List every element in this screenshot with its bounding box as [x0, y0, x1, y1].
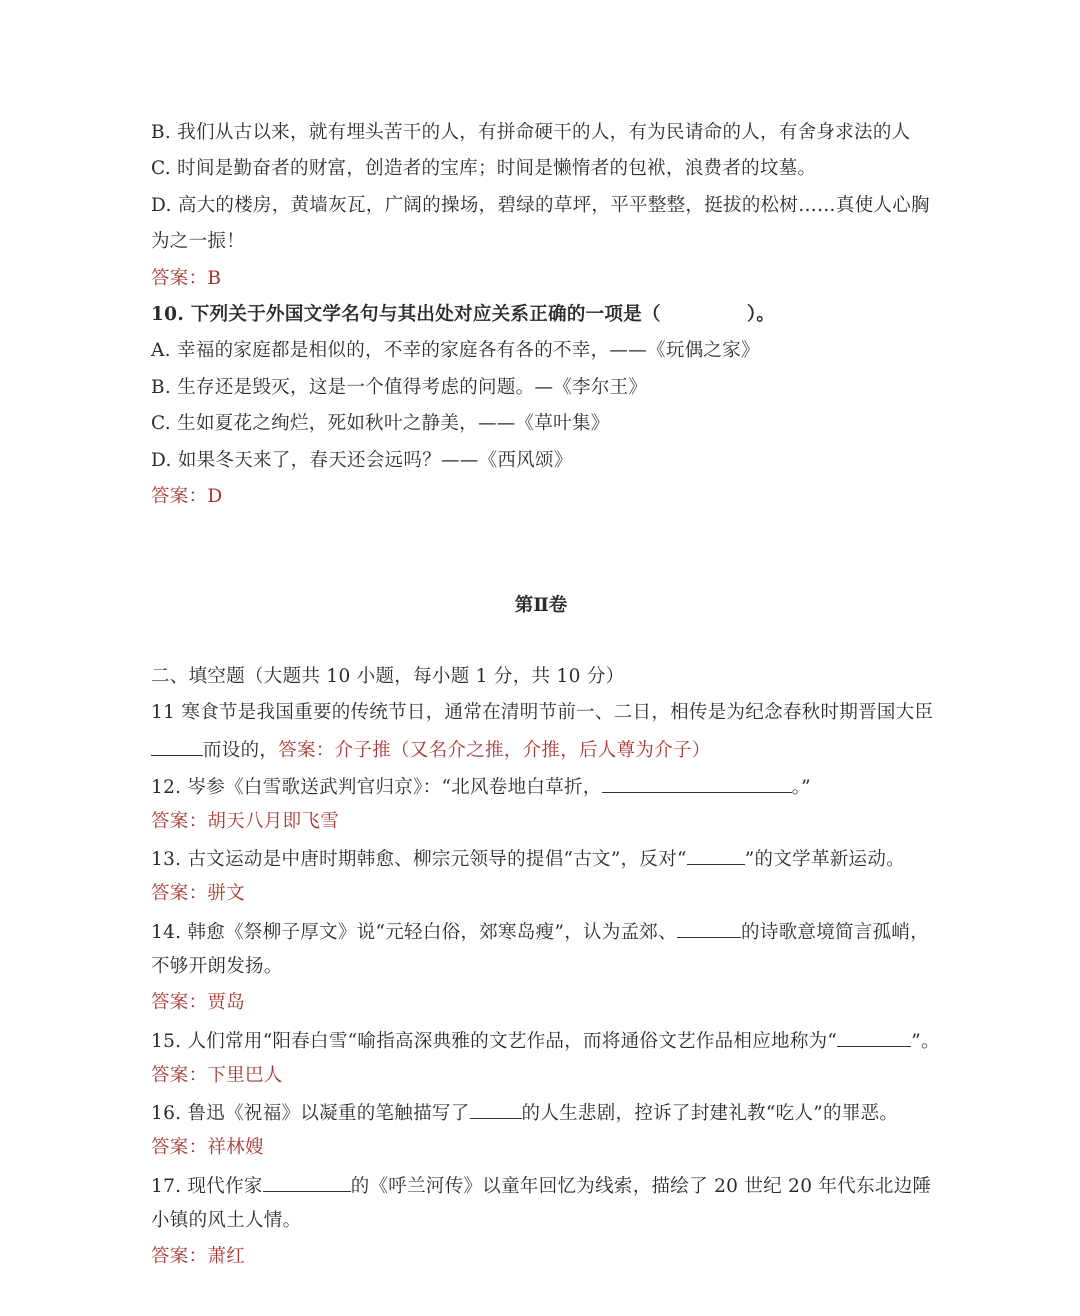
q14-stem-end: 的诗歌意境简言孤峭， — [741, 922, 930, 943]
document-page — [151, 0, 941, 1316]
q10-stem-text: 10. 下列关于外国文学名句与其出处对应关系正确的一项是（ — [151, 304, 661, 325]
q10-option-b: B. 生存还是毁灭，这是一个值得考虑的问题。—《李尔王》 — [151, 377, 648, 398]
q10-option-d: D. 如果冬天来了，春天还会远吗？——《西风颂》 — [151, 450, 573, 471]
q13-stem-end: ”的文学革新运动。 — [744, 849, 905, 870]
q12-stem-end: 。” — [791, 777, 811, 798]
q10-stem-end: ）。 — [746, 304, 776, 325]
q15-answer: 答案：下里巴人 — [151, 1065, 283, 1086]
q15-stem-end: ”。 — [911, 1031, 940, 1052]
q13-answer: 答案：骈文 — [151, 883, 246, 904]
q10-stem — [151, 303, 775, 327]
q11-line2-text: 而设的， — [203, 740, 279, 761]
q17-stem-end: 的《呼兰河传》以童年回忆为线索，描绘了 20 世纪 20 年代东北边陲 — [350, 1176, 932, 1197]
q11-blank — [151, 737, 203, 756]
q15-stem — [151, 1028, 940, 1054]
q9-option-b: B. 我们从古以来，就有埋头苦干的人，有拼命硬干的人，有为民请命的人，有舍身求法的人 — [151, 122, 911, 143]
section-title: 第Ⅱ卷 — [514, 595, 568, 616]
q13-blank — [687, 846, 745, 865]
q17-blank — [263, 1173, 351, 1192]
q17-answer: 答案：萧红 — [151, 1246, 246, 1267]
q11-answer: 答案：介子推（又名介之推，介推，后人尊为介子） — [278, 740, 711, 761]
q10-answer: 答案：D — [151, 486, 223, 507]
q10-option-c: C. 生如夏花之绚烂，死如秋叶之静美，——《草叶集》 — [151, 413, 610, 434]
q12-stem — [151, 774, 811, 800]
q14-blank — [677, 919, 741, 938]
q11-line1: 11 寒食节是我国重要的传统节日，通常在清明节前一、二日，相传是为纪念春秋时期晋国大臣 — [151, 702, 934, 723]
q16-stem-end: 的人生悲剧，控诉了封建礼教“吃人”的罪恶。 — [521, 1103, 899, 1124]
q16-blank — [470, 1100, 522, 1119]
q12-blank — [602, 774, 792, 793]
q13-stem-text: 13. 古文运动是中唐时期韩愈、柳宗元领导的提倡“古文”，反对“ — [151, 849, 687, 870]
q17-line2: 小镇的风土人情。 — [151, 1210, 302, 1231]
q12-stem-text: 12. 岑参《白雪歌送武判官归京》：“北风卷地白草折， — [151, 777, 602, 798]
q16-stem-text: 16. 鲁迅《祝福》以凝重的笔触描写了 — [151, 1103, 470, 1124]
q12-answer: 答案：胡天八月即飞雪 — [151, 811, 340, 832]
q13-stem — [151, 846, 905, 872]
q9-answer: 答案：B — [151, 268, 222, 289]
q9-option-c: C. 时间是勤奋者的财富，创造者的宝库；时间是懒惰者的包袱，浪费者的坟墓。 — [151, 158, 817, 179]
q14-stem-text: 14. 韩愈《祭柳子厚文》说“元轻白俗，郊寒岛瘦”，认为孟郊、 — [151, 922, 678, 943]
q9-option-d-line1: D. 高大的楼房，黄墙灰瓦，广阔的操场，碧绿的草坪，平平整整，挺拔的松树……真使人心胸 — [151, 195, 930, 216]
q14-line2: 不够开朗发扬。 — [151, 956, 283, 977]
q16-answer: 答案：祥林嫂 — [151, 1137, 264, 1158]
q14-answer: 答案：贾岛 — [151, 992, 246, 1013]
q16-stem — [151, 1100, 898, 1126]
q9-option-d-line2: 为之一振！ — [151, 231, 246, 252]
q17-stem — [151, 1173, 931, 1199]
q17-stem-text: 17. 现代作家 — [151, 1176, 263, 1197]
q14-stem — [151, 919, 929, 945]
q11-line2 — [151, 737, 711, 763]
q15-stem-text: 15. 人们常用“阳春白雪“喻指高深典雅的文艺作品，而将通俗文艺作品相应地称为“ — [151, 1031, 838, 1052]
section-heading: 二、填空题（大题共 10 小题，每小题 1 分，共 10 分） — [151, 666, 625, 687]
q10-option-a: A. 幸福的家庭都是相似的，不幸的家庭各有各的不幸，——《玩偶之家》 — [151, 340, 760, 361]
q15-blank — [837, 1028, 911, 1047]
